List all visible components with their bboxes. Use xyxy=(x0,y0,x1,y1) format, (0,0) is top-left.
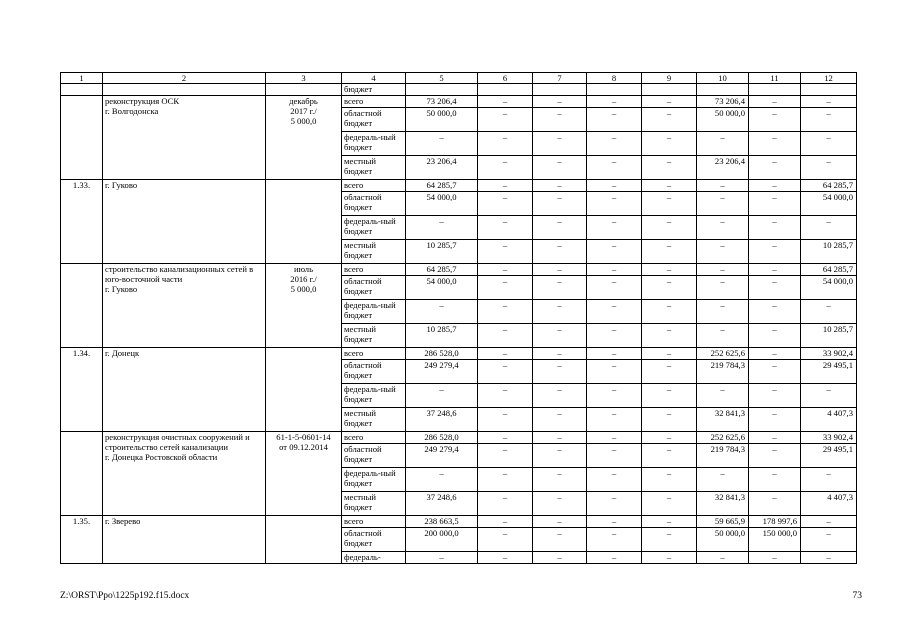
funding-type-cell: областной бюджет xyxy=(342,276,406,300)
value-cell: 33 902,4 xyxy=(801,348,857,360)
value-cell: – xyxy=(587,552,642,564)
document-cell xyxy=(266,348,342,432)
value-cell: 249 279,4 xyxy=(406,360,478,384)
value-cell: – xyxy=(533,492,587,516)
funding-type-cell: федераль- xyxy=(342,552,406,564)
value-cell: – xyxy=(749,324,801,348)
value-cell: – xyxy=(801,552,857,564)
value-cell: – xyxy=(642,444,697,468)
column-number: 1 xyxy=(61,73,103,84)
value-cell: – xyxy=(533,180,587,192)
column-number: 12 xyxy=(801,73,857,84)
value-cell: 219 784,3 xyxy=(697,360,749,384)
value-cell: – xyxy=(801,384,857,408)
row-number-cell xyxy=(61,264,103,348)
page-number: 73 xyxy=(852,591,862,601)
value-cell: – xyxy=(587,348,642,360)
value-cell: 238 663,5 xyxy=(406,516,478,528)
value-cell: – xyxy=(587,324,642,348)
value-cell: – xyxy=(801,516,857,528)
value-cell: – xyxy=(801,156,857,180)
value-cell: – xyxy=(642,180,697,192)
value-cell: – xyxy=(697,216,749,240)
value-cell: – xyxy=(478,516,533,528)
value-cell: – xyxy=(801,132,857,156)
value-cell: – xyxy=(642,516,697,528)
funding-type-cell: всего xyxy=(342,516,406,528)
value-cell: – xyxy=(478,276,533,300)
value-cell: – xyxy=(587,240,642,264)
value-cell: – xyxy=(478,192,533,216)
object-name-cell: строительство канализационных сетей в юго-восточной части г. Гуково xyxy=(103,264,266,348)
funding-type-cell: местный бюджет xyxy=(342,492,406,516)
value-cell: – xyxy=(478,300,533,324)
value-cell: – xyxy=(478,216,533,240)
value-cell: – xyxy=(749,432,801,444)
value-cell: 150 000,0 xyxy=(749,528,801,552)
value-cell: – xyxy=(801,528,857,552)
continuation-row xyxy=(61,84,857,96)
funding-type-cell: областной бюджет xyxy=(342,444,406,468)
document-cell xyxy=(266,180,342,264)
value-cell: 64 285,7 xyxy=(801,264,857,276)
value-cell: – xyxy=(749,276,801,300)
value-cell: – xyxy=(749,156,801,180)
value-cell: – xyxy=(587,216,642,240)
value-cell: – xyxy=(533,432,587,444)
value-cell: – xyxy=(749,180,801,192)
value-cell: – xyxy=(642,108,697,132)
value-cell xyxy=(587,84,642,96)
value-cell: – xyxy=(642,132,697,156)
value-cell: – xyxy=(478,384,533,408)
row-number-cell xyxy=(61,432,103,516)
column-number: 3 xyxy=(266,73,342,84)
value-cell: – xyxy=(478,552,533,564)
value-cell: – xyxy=(533,552,587,564)
value-cell: – xyxy=(801,300,857,324)
value-cell: – xyxy=(478,492,533,516)
value-cell: – xyxy=(478,264,533,276)
row-number-cell: 1.34. xyxy=(61,348,103,432)
value-cell: 29 495,1 xyxy=(801,360,857,384)
funding-type-cell: областной бюджет xyxy=(342,360,406,384)
value-cell: 73 206,4 xyxy=(697,96,749,108)
value-cell xyxy=(749,84,801,96)
value-cell: – xyxy=(587,156,642,180)
value-cell: – xyxy=(478,468,533,492)
object-name-cell: реконструкция ОСК г. Волгодонска xyxy=(103,96,266,180)
value-cell: 23 206,4 xyxy=(697,156,749,180)
value-cell: – xyxy=(587,360,642,384)
value-cell: 50 000,0 xyxy=(697,108,749,132)
value-cell: – xyxy=(533,360,587,384)
value-cell: – xyxy=(642,528,697,552)
value-cell: 54 000,0 xyxy=(406,192,478,216)
value-cell: – xyxy=(642,96,697,108)
budget-table xyxy=(60,72,857,564)
row-number-cell: 1.33. xyxy=(61,180,103,264)
value-cell: 219 784,3 xyxy=(697,444,749,468)
value-cell: – xyxy=(749,300,801,324)
footer-file-path: Z:\ORST\Ppo\1225p192.f15.docx xyxy=(60,591,190,601)
value-cell: 4 407,3 xyxy=(801,408,857,432)
value-cell: – xyxy=(642,468,697,492)
value-cell: – xyxy=(478,324,533,348)
value-cell: – xyxy=(533,192,587,216)
funding-type-cell: местный бюджет xyxy=(342,240,406,264)
value-cell: 32 841,3 xyxy=(697,408,749,432)
value-cell: – xyxy=(533,264,587,276)
value-cell: 178 997,6 xyxy=(749,516,801,528)
value-cell xyxy=(801,84,857,96)
table-row xyxy=(61,180,857,192)
document-cell: июль 2016 г./ 5 000,0 xyxy=(266,264,342,348)
value-cell: – xyxy=(749,552,801,564)
value-cell: 37 248,6 xyxy=(406,408,478,432)
value-cell: – xyxy=(533,300,587,324)
value-cell: – xyxy=(587,384,642,408)
value-cell: 64 285,7 xyxy=(406,264,478,276)
value-cell: 286 528,0 xyxy=(406,348,478,360)
value-cell: – xyxy=(801,108,857,132)
value-cell: – xyxy=(642,192,697,216)
value-cell: – xyxy=(749,492,801,516)
document-cell xyxy=(266,516,342,564)
value-cell: – xyxy=(533,516,587,528)
object-name-cell xyxy=(103,84,266,96)
value-cell: – xyxy=(642,348,697,360)
value-cell: – xyxy=(642,300,697,324)
value-cell: – xyxy=(697,276,749,300)
funding-type-cell: областной бюджет xyxy=(342,192,406,216)
value-cell: – xyxy=(478,360,533,384)
value-cell: – xyxy=(642,492,697,516)
table-row xyxy=(61,432,857,444)
value-cell xyxy=(697,84,749,96)
funding-type-cell: федераль-ный бюджет xyxy=(342,216,406,240)
value-cell: – xyxy=(587,432,642,444)
value-cell: 252 625,6 xyxy=(697,432,749,444)
value-cell: – xyxy=(749,444,801,468)
value-cell: 54 000,0 xyxy=(801,276,857,300)
value-cell: – xyxy=(642,276,697,300)
value-cell: 10 285,7 xyxy=(801,240,857,264)
value-cell: – xyxy=(749,96,801,108)
funding-type-cell: всего xyxy=(342,432,406,444)
value-cell: – xyxy=(587,264,642,276)
value-cell: – xyxy=(478,108,533,132)
value-cell: 29 495,1 xyxy=(801,444,857,468)
value-cell: – xyxy=(406,384,478,408)
value-cell: – xyxy=(533,384,587,408)
value-cell: – xyxy=(749,384,801,408)
value-cell: – xyxy=(478,156,533,180)
value-cell: – xyxy=(478,132,533,156)
value-cell: 10 285,7 xyxy=(406,240,478,264)
column-number: 6 xyxy=(478,73,533,84)
value-cell: – xyxy=(533,408,587,432)
value-cell: 10 285,7 xyxy=(406,324,478,348)
value-cell: – xyxy=(406,552,478,564)
value-cell: – xyxy=(749,132,801,156)
funding-type-cell: всего xyxy=(342,348,406,360)
value-cell: – xyxy=(697,180,749,192)
value-cell: – xyxy=(749,408,801,432)
value-cell: – xyxy=(642,264,697,276)
value-cell: 286 528,0 xyxy=(406,432,478,444)
value-cell: – xyxy=(587,96,642,108)
value-cell: 4 407,3 xyxy=(801,492,857,516)
value-cell: – xyxy=(587,516,642,528)
value-cell: – xyxy=(533,276,587,300)
funding-type-cell: всего xyxy=(342,264,406,276)
value-cell: 64 285,7 xyxy=(406,180,478,192)
value-cell: – xyxy=(533,132,587,156)
table-row xyxy=(61,348,857,360)
funding-type-cell: областной бюджет xyxy=(342,108,406,132)
value-cell: – xyxy=(533,216,587,240)
value-cell xyxy=(642,84,697,96)
value-cell: – xyxy=(587,444,642,468)
table-row xyxy=(61,96,857,108)
value-cell: – xyxy=(749,468,801,492)
row-number-cell xyxy=(61,84,103,96)
column-number: 5 xyxy=(406,73,478,84)
document-cell: декабрь 2017 г./ 5 000,0 xyxy=(266,96,342,180)
value-cell xyxy=(478,84,533,96)
value-cell: 54 000,0 xyxy=(406,276,478,300)
value-cell: – xyxy=(587,468,642,492)
value-cell: – xyxy=(587,180,642,192)
value-cell: – xyxy=(642,408,697,432)
value-cell: 252 625,6 xyxy=(697,348,749,360)
value-cell: – xyxy=(697,240,749,264)
value-cell: 64 285,7 xyxy=(801,180,857,192)
value-cell: – xyxy=(642,432,697,444)
value-cell: – xyxy=(749,108,801,132)
value-cell: – xyxy=(801,96,857,108)
value-cell: – xyxy=(749,240,801,264)
value-cell: – xyxy=(697,300,749,324)
column-number: 2 xyxy=(103,73,266,84)
value-cell: – xyxy=(587,528,642,552)
value-cell: – xyxy=(642,240,697,264)
object-name-cell: г. Гуково xyxy=(103,180,266,264)
object-name-cell: г. Донецк xyxy=(103,348,266,432)
funding-type-cell: федераль-ный бюджет xyxy=(342,300,406,324)
value-cell: – xyxy=(587,276,642,300)
value-cell: – xyxy=(697,192,749,216)
value-cell: – xyxy=(697,384,749,408)
table-row xyxy=(61,264,857,276)
value-cell: – xyxy=(587,408,642,432)
funding-type-cell: всего xyxy=(342,180,406,192)
column-number: 9 xyxy=(642,73,697,84)
column-number: 10 xyxy=(697,73,749,84)
funding-type-cell: федераль-ный бюджет xyxy=(342,384,406,408)
row-number-cell: 1.35. xyxy=(61,516,103,564)
value-cell: – xyxy=(533,324,587,348)
table-row xyxy=(61,516,857,528)
value-cell: 200 000,0 xyxy=(406,528,478,552)
funding-type-cell: федераль-ный бюджет xyxy=(342,132,406,156)
funding-type-cell: областной бюджет xyxy=(342,528,406,552)
value-cell: – xyxy=(587,192,642,216)
column-number: 4 xyxy=(342,73,406,84)
value-cell: 10 285,7 xyxy=(801,324,857,348)
value-cell: – xyxy=(533,108,587,132)
value-cell: – xyxy=(749,348,801,360)
value-cell: – xyxy=(478,432,533,444)
value-cell: – xyxy=(587,132,642,156)
value-cell: – xyxy=(478,180,533,192)
value-cell: – xyxy=(533,444,587,468)
value-cell: – xyxy=(642,324,697,348)
funding-type-cell: местный бюджет xyxy=(342,408,406,432)
value-cell: – xyxy=(749,264,801,276)
value-cell: – xyxy=(406,468,478,492)
value-cell: – xyxy=(697,132,749,156)
funding-type-cell: всего xyxy=(342,96,406,108)
value-cell: – xyxy=(697,264,749,276)
value-cell: – xyxy=(697,468,749,492)
value-cell: – xyxy=(642,156,697,180)
value-cell: – xyxy=(801,468,857,492)
value-cell: – xyxy=(642,216,697,240)
value-cell: – xyxy=(533,240,587,264)
value-cell: – xyxy=(406,216,478,240)
value-cell: – xyxy=(749,192,801,216)
value-cell: – xyxy=(749,216,801,240)
value-cell: – xyxy=(406,132,478,156)
value-cell: – xyxy=(533,348,587,360)
value-cell: – xyxy=(587,108,642,132)
value-cell: – xyxy=(587,492,642,516)
value-cell: 249 279,4 xyxy=(406,444,478,468)
value-cell: 54 000,0 xyxy=(801,192,857,216)
value-cell xyxy=(406,84,478,96)
column-number: 7 xyxy=(533,73,587,84)
value-cell: 73 206,4 xyxy=(406,96,478,108)
funding-type-cell: местный бюджет xyxy=(342,156,406,180)
document-cell: 61-1-5-0601-14 от 09.12.2014 xyxy=(266,432,342,516)
funding-type-cell: местный бюджет xyxy=(342,324,406,348)
value-cell: – xyxy=(749,360,801,384)
value-cell: – xyxy=(478,408,533,432)
object-name-cell: г. Зверево xyxy=(103,516,266,564)
value-cell xyxy=(533,84,587,96)
funding-type-cell: федераль-ный бюджет xyxy=(342,468,406,492)
value-cell: 33 902,4 xyxy=(801,432,857,444)
value-cell: 50 000,0 xyxy=(406,108,478,132)
value-cell: – xyxy=(406,300,478,324)
value-cell: 50 000,0 xyxy=(697,528,749,552)
value-cell: – xyxy=(478,444,533,468)
value-cell: – xyxy=(533,468,587,492)
value-cell: 37 248,6 xyxy=(406,492,478,516)
value-cell: – xyxy=(587,300,642,324)
value-cell: – xyxy=(478,348,533,360)
value-cell: – xyxy=(533,96,587,108)
column-number-row xyxy=(61,73,857,84)
value-cell: – xyxy=(478,240,533,264)
value-cell: – xyxy=(478,96,533,108)
value-cell: – xyxy=(697,324,749,348)
row-number-cell xyxy=(61,96,103,180)
value-cell: 32 841,3 xyxy=(697,492,749,516)
value-cell: – xyxy=(801,216,857,240)
value-cell: – xyxy=(642,360,697,384)
value-cell: – xyxy=(533,156,587,180)
document-cell xyxy=(266,84,342,96)
column-number: 8 xyxy=(587,73,642,84)
value-cell: – xyxy=(533,528,587,552)
value-cell: – xyxy=(642,384,697,408)
value-cell: – xyxy=(697,552,749,564)
value-cell: – xyxy=(478,528,533,552)
object-name-cell: реконструкция очистных сооружений и строительство сетей канализации г. Донецка Ростовской области xyxy=(103,432,266,516)
column-number: 11 xyxy=(749,73,801,84)
value-cell: 23 206,4 xyxy=(406,156,478,180)
value-cell: 59 665,9 xyxy=(697,516,749,528)
funding-type-cell: бюджет xyxy=(342,84,406,96)
value-cell: – xyxy=(642,552,697,564)
